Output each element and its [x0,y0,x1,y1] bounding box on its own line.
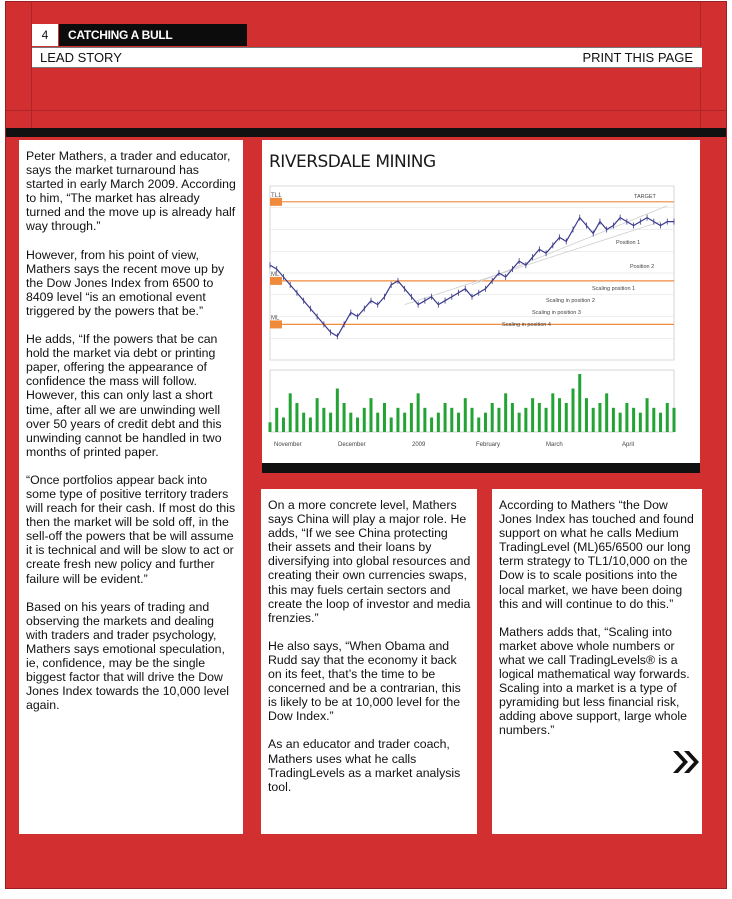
stock-chart [262,140,700,463]
volume-bar [477,418,480,433]
paragraph: He adds, “If the powers that be can hold the market via debt or printing paper, offering the appearance of confidence the mass will follow. However, this can only last a short time, after all we are unwinding well over 50 years of credit debt and this unwinding cannot be handled in two months of printed paper. [26,332,222,459]
volume-bar [484,413,487,432]
volume-bar [349,413,352,432]
paragraph: Based on his years of trading and observing the markets and dealing with traders and trader psychology, Mathers says emotional speculation, ie, confidence, may be the single biggest factor that will drive the Dow Jones Index towards the 10,000 level again. [26,599,230,713]
paragraph: On a more concrete level, Mathers says China will play a major role. He adds, “If we see China protecting their assets and their loans by diversifying into global resources and creating their own currencies swaps, this may fuels certain sectors and create the loop of investor and media frenzies.” [268,498,471,625]
trading-level-tag [270,320,282,328]
volume-bar [383,403,386,432]
volume-bar [464,398,467,432]
x-axis-label: 2009 [412,442,426,448]
volume-bar [275,408,278,432]
volume-bar [403,413,406,432]
section-label: LEAD STORY [40,50,122,65]
volume-bar [673,408,676,432]
volume-bar [390,418,393,433]
article-column-left [19,140,243,834]
volume-bar [612,408,615,432]
volume-bar [511,403,514,432]
chart-annotation: Position 1 [616,240,641,246]
trading-level-label: ML [271,315,280,322]
next-page-icon[interactable] [671,748,701,776]
paragraph: According to Mathers “the Dow Jones Index has touched and found support on what he calls Medium TradingLevel (ML)65/6500 our long term strategy to TL1/10,000 on the Dow is to scale positions into the local market, we have been doing this and will continue to do this.” [499,498,694,611]
volume-bar [289,393,292,432]
chart-annotation: TARGET [634,194,656,200]
volume-bar [652,408,655,432]
volume-bar [524,408,527,432]
volume-bar [531,398,534,432]
paragraph: Mathers adds that, “Scaling into market above whole numbers or what we call TradingLevels® is a logical mathematical way forwards. Scaling into a market is a type of pyramiding but less financial risk, adding above support, large whole numbers.” [499,624,690,738]
volume-bar [659,413,662,432]
chart-plot [262,180,700,463]
paragraph: Peter Mathers, a trader and educator, says the market turnaround has started in early March 2009. According to him, “The market has already turned and the move up is already half way through.” [26,149,236,234]
volume-bar [585,398,588,432]
volume-bar [639,413,642,432]
chart-title: RIVERSDALE MINING [269,152,436,172]
volume-bar [396,408,399,432]
volume-bar [646,398,649,432]
volume-bar [363,408,366,432]
volume-bar [329,413,332,432]
volume-bar [666,403,669,432]
volume-bar [444,403,447,432]
price-line [270,218,674,337]
frame-rule-bottom [6,110,726,111]
x-axis-label: November [274,442,302,448]
volume-bar [370,398,373,432]
volume-bar [376,413,379,432]
x-axis-label: February [476,442,501,448]
volume-bar [457,413,460,432]
volume-bar [450,408,453,432]
chart-annotation: Scaling in position 4 [502,322,551,328]
volume-bar [322,408,325,432]
trading-level-tag [270,198,282,206]
volume-bar [598,403,601,432]
paragraph: He also says, “When Obama and Rudd say that the economy it back on its feet, that’s the time to be concerned and be a contrarian, this is likely to be at 10,000 level for the Dow Index.” [268,638,461,724]
section-strip [32,47,702,68]
trend-line [405,222,661,305]
volume-bar [518,413,521,432]
volume-bar [295,403,298,432]
volume-bar [572,389,575,433]
volume-bar [565,403,568,432]
volume-bar [551,393,554,432]
volume-bar [504,393,507,432]
volume-bar [417,393,420,432]
header-divider-bar [6,128,726,137]
article-column-right [492,489,702,834]
chart-bottom-bar [262,463,700,473]
chart-annotation: Scaling in position 3 [532,310,581,316]
volume-bar [336,389,339,433]
volume-bar [578,374,581,432]
x-axis-label: March [546,442,563,448]
volume-bar [302,413,305,432]
volume-bar [497,408,500,432]
trading-level-tag [270,277,282,285]
article-column-middle [261,489,477,834]
volume-bar [471,408,474,432]
chart-annotation: Scaling in position 2 [546,298,595,304]
page-number: 4 [32,24,58,46]
paragraph: However, from his point of view, Mathers says the recent move up by the Dow Jones Index from 6500 to 8409 level “is an emotional event triggered by the powers that be.” [26,247,225,318]
page-header [32,24,702,70]
volume-bar [545,408,548,432]
volume-bar [430,418,433,433]
x-axis-label: April [622,442,635,448]
volume-bar [410,403,413,432]
volume-bar [605,393,608,432]
trading-level-label: TL1 [271,192,282,199]
x-axis-label: December [338,442,366,448]
volume-bar [282,418,285,433]
paragraph: “Once portfolios appear back into some type of positive territory traders will reach for their cash. If most do this then the market will be sold off, in the sell-off the powers that be will assume it is technical and will be slow to act or create fresh new policy and further failure will be evident.” [26,472,236,586]
volume-bar [619,413,622,432]
volume-bar [269,422,272,432]
volume-bar [423,408,426,432]
volume-bar [558,398,561,432]
volume-bar [316,398,319,432]
paragraph: As an educator and trader coach, Mathers uses what he calls TradingLevels as a market analysis tool. [268,737,461,794]
volume-bar [491,403,494,432]
page-title: CATCHING A BULL [59,24,247,46]
volume-bar [437,413,440,432]
volume-bar [343,403,346,432]
volume-bar [632,408,635,432]
volume-bar [538,403,541,432]
volume-bar [356,418,359,433]
volume-bar [625,403,628,432]
trading-level-label: ML [271,271,280,278]
chart-annotation: Position 2 [630,264,655,270]
volume-bar [592,408,595,432]
chart-annotation: Scaling position 1 [592,286,636,292]
print-page-link[interactable]: PRINT THIS PAGE [582,50,693,65]
volume-bar [309,418,312,433]
